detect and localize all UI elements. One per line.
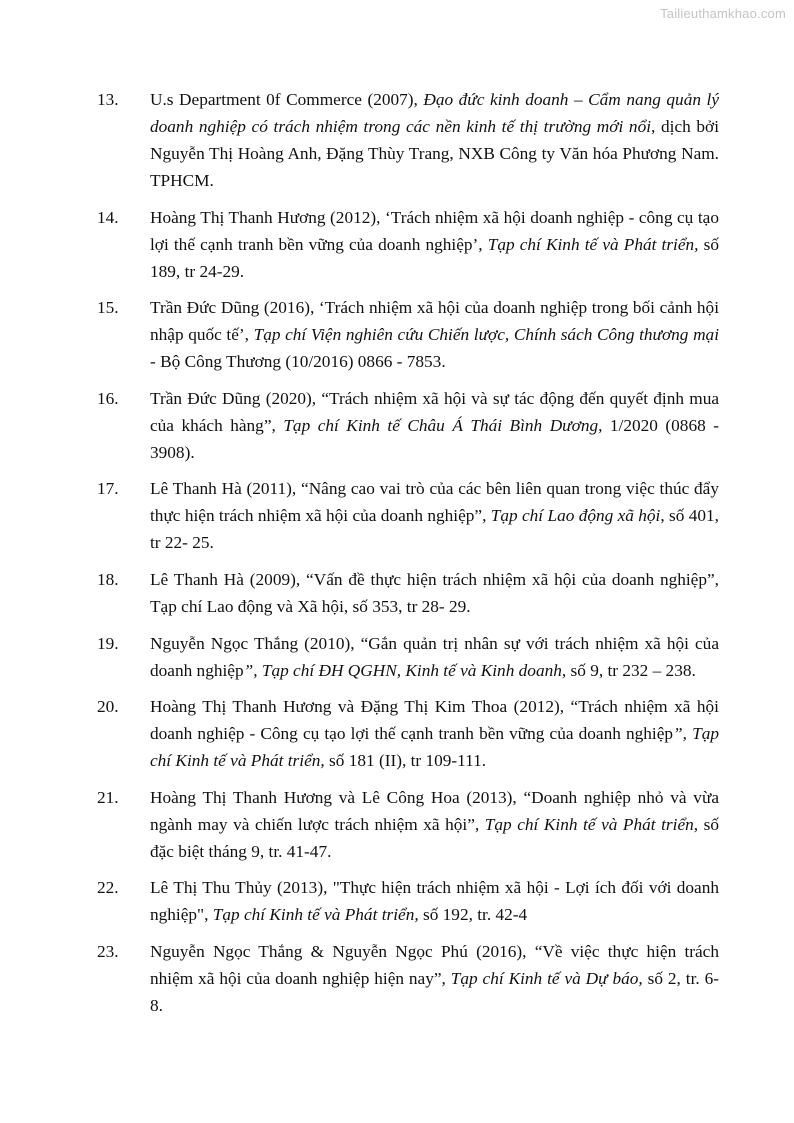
reference-item	[97, 566, 719, 620]
reference-number: 22.	[97, 878, 119, 898]
reference-source-title: Tạp chí Viện nghiên cứu Chiến lược, Chính sách Công thương mại	[253, 325, 719, 345]
reference-source-title: Đạo đức kinh doanh – Cẩm nang quản lý doanh nghiệp có trách nhiệm trong các nền kinh tế thị trường mới nổi	[150, 90, 719, 136]
reference-number: 16.	[97, 388, 119, 408]
reference-text	[150, 204, 719, 285]
reference-text-segment: U.s Department 0f Commerce (2007),	[150, 90, 424, 109]
reference-item	[97, 874, 719, 928]
reference-text	[150, 630, 719, 684]
reference-item	[97, 294, 719, 375]
reference-text-segment: 1/2020 (0868 - 3908).	[150, 415, 719, 462]
reference-text-segment: , số 401, tr 22- 25.	[150, 506, 719, 553]
reference-text-segment: Trần Đức Dũng (2020), “Trách nhiệm xã hội và sự tác động đến quyết định mua của khách hàng”,	[150, 388, 719, 435]
reference-text	[150, 475, 719, 556]
reference-item	[97, 630, 719, 684]
reference-number: 13.	[97, 90, 119, 109]
reference-item	[97, 475, 719, 556]
reference-item	[97, 385, 719, 466]
reference-text-segment: Lê Thanh Hà (2009), “Vấn đề thực hiện trách nhiệm xã hội của doanh nghiệp”, Tạp chí Lao động và Xã hội, số 353, tr 28- 29.	[150, 569, 719, 616]
reference-number: 20.	[97, 697, 119, 717]
reference-source-title: ”, Tạp chí Kinh tế và Phát triển,	[150, 724, 719, 771]
reference-text-segment: số 2, tr. 6-8.	[150, 968, 719, 1015]
reference-text-segment: số 9, tr 232 – 238.	[566, 660, 696, 680]
reference-number: 21.	[97, 787, 119, 807]
reference-number: 14.	[97, 207, 119, 227]
reference-source-title: Tạp chí Kinh tế và Dự báo,	[450, 968, 643, 988]
reference-text	[150, 874, 719, 928]
reference-number: 17.	[97, 479, 119, 499]
reference-text-segment: Nguyễn Ngọc Thắng & Nguyễn Ngọc Phú (2016), “Về việc thực hiện trách nhiệm xã hội của doanh nghiệp hiện nay”,	[150, 941, 719, 988]
reference-text-segment: Nguyễn Ngọc Thắng (2010), “Gắn quản trị nhân sự với trách nhiệm xã hội của doanh nghiệp	[150, 633, 719, 680]
reference-item	[97, 938, 719, 1019]
reference-text-segment: Hoàng Thị Thanh Hương và Lê Công Hoa (2013), “Doanh nghiệp nhỏ và vừa ngành may và chiến lược trách nhiệm xã hội”,	[150, 787, 719, 834]
reference-text-segment: Hoàng Thị Thanh Hương và Đặng Thị Kim Thoa (2012), “Trách nhiệm xã hội doanh nghiệp - Công cụ tạo lợi thế cạnh tranh bền vững của doanh nghiệp	[150, 697, 719, 744]
reference-text-segment: - Bộ Công Thương (10/2016) 0866 - 7853.	[150, 352, 446, 372]
reference-list	[97, 86, 719, 1029]
reference-source-title: Tạp chí Kinh tế Châu Á Thái Bình Dương,	[283, 415, 603, 435]
reference-text-segment: Lê Thị Thu Thủy (2013), "Thực hiện trách nhiệm xã hội - Lợi ích đối với doanh nghiệp",	[150, 878, 719, 925]
reference-text	[150, 938, 719, 1019]
reference-source-title: Tạp chí Kinh tế và Phát triển,	[212, 905, 419, 925]
reference-text	[150, 86, 719, 194]
reference-text-segment: số 189, tr 24-29.	[150, 234, 719, 281]
reference-text-segment: , dịch bởi Nguyễn Thị Hoàng Anh, Đặng Thùy Trang, NXB Công ty Văn hóa Phương Nam. TPHCM.	[150, 117, 719, 190]
reference-text	[150, 784, 719, 865]
reference-text-segment: Lê Thanh Hà (2011), “Nâng cao vai trò của các bên liên quan trong việc thúc đẩy thực hiện trách nhiệm xã hội của doanh nghiệp”,	[150, 479, 719, 526]
reference-text-segment: số 181 (II), tr 109-111.	[324, 751, 487, 771]
reference-number: 15.	[97, 298, 119, 318]
watermark: Tailieuthamkhao.com	[660, 6, 786, 21]
reference-text	[150, 566, 719, 620]
reference-source-title: Tạp chí Kinh tế và Phát triển,	[487, 234, 699, 254]
reference-text	[150, 294, 719, 375]
reference-text-segment: Hoàng Thị Thanh Hương (2012), ‘Trách nhiệm xã hội doanh nghiệp - công cụ tạo lợi thế cạnh tranh bền vững của doanh nghiệp’,	[150, 207, 719, 254]
reference-item	[97, 204, 719, 285]
reference-number: 19.	[97, 633, 119, 653]
reference-text-segment: Trần Đức Dũng (2016), ‘Trách nhiệm xã hội của doanh nghiệp trong bối cảnh hội nhập quốc tế’,	[150, 298, 719, 345]
reference-source-title: Tạp chí Lao động xã hội	[490, 506, 661, 526]
reference-item	[97, 784, 719, 865]
reference-item	[97, 693, 719, 774]
reference-text	[150, 385, 719, 466]
reference-text-segment: số đặc biệt tháng 9, tr. 41-47.	[150, 814, 720, 861]
reference-number: 18.	[97, 569, 119, 589]
reference-text	[150, 693, 719, 774]
reference-source-title: ”, Tạp chí ĐH QGHN, Kinh tế và Kinh doanh,	[243, 660, 567, 680]
reference-source-title: Tạp chí Kinh tế và Phát triển,	[484, 814, 699, 834]
reference-text-segment: số 192, tr. 42-4	[418, 905, 528, 925]
reference-item	[97, 86, 719, 194]
reference-number: 23.	[97, 941, 119, 961]
